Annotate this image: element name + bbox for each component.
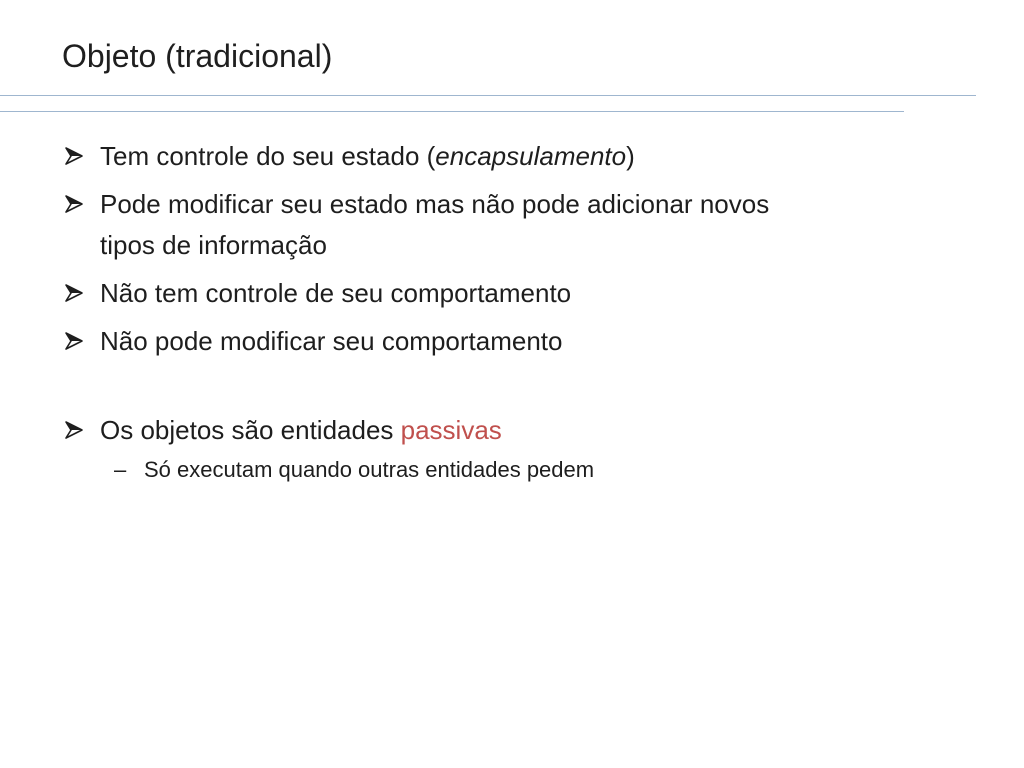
bullet-text: Não tem controle de seu comportamento — [100, 278, 572, 308]
sub-bullet-text: Só executam quando outras entidades pedem — [144, 457, 595, 482]
bullet-item — [62, 321, 942, 362]
sub-bullet-item — [62, 455, 942, 485]
arrowhead-bullet-icon — [64, 410, 88, 451]
bullet-item — [62, 410, 942, 451]
bullet-item — [62, 273, 942, 314]
bullet-text-line1: Pode modificar seu estado mas não pode adicionar novos — [100, 189, 770, 219]
arrowhead-bullet-icon — [64, 184, 88, 225]
title-divider-top — [0, 95, 976, 96]
bullet-italic-text: encapsulamento — [435, 141, 627, 171]
bullet-item — [62, 184, 942, 266]
slide-title: Objeto (tradicional) — [62, 38, 333, 74]
bullet-item — [62, 136, 942, 177]
bullet-text: Os objetos são entidades — [100, 415, 401, 445]
arrowhead-bullet-icon — [64, 136, 88, 177]
bullet-accent-text: passivas — [400, 415, 502, 445]
arrowhead-bullet-icon — [64, 273, 88, 314]
slide-body — [62, 136, 942, 485]
arrowhead-bullet-icon — [64, 321, 88, 362]
bullet-text: Tem controle do seu estado ( — [100, 141, 436, 171]
bullet-text-line2: tipos de informação — [100, 230, 327, 260]
dash-bullet: – — [114, 457, 127, 482]
bullet-text: Não pode modificar seu comportamento — [100, 326, 563, 356]
title-divider-bottom — [0, 111, 904, 112]
bullet-text-end: ) — [626, 141, 635, 171]
